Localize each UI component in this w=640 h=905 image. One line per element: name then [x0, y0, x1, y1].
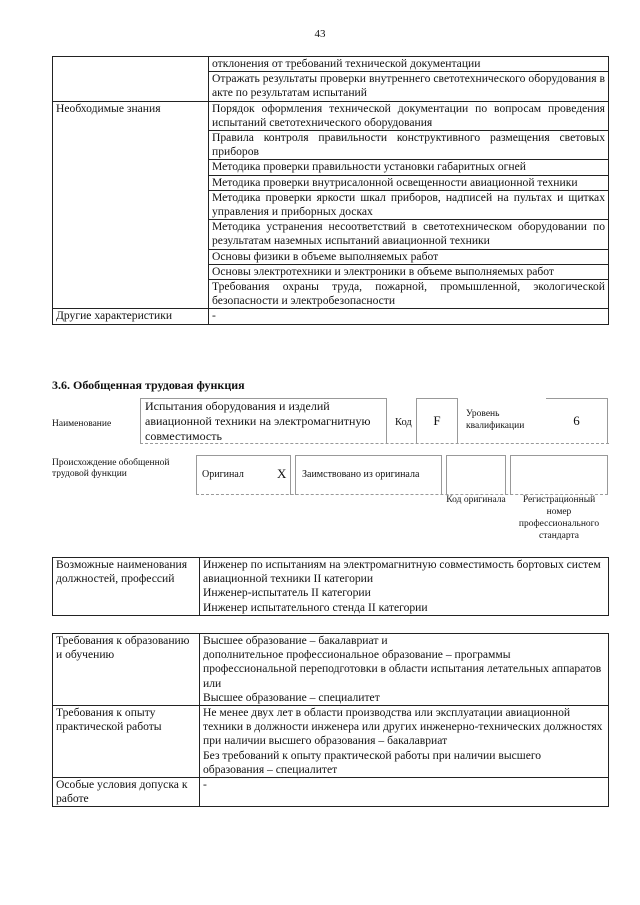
row-text: Методика проверки яркости шкал приборов, надписей на пультах и щитках управления и приборных досках	[209, 190, 609, 219]
table-row	[53, 706, 609, 778]
table-row	[53, 72, 609, 101]
divider	[140, 443, 609, 444]
code-label: Код	[395, 417, 412, 428]
list-item: Высшее образование – специалитет	[203, 690, 380, 704]
row-label: Требования к образованию и обучению	[53, 634, 200, 706]
borrowed-label: Заимствовано из оригинала	[302, 469, 420, 480]
reg-caption: Регистрационный номер профессионального стандарта	[518, 495, 600, 541]
original-mark: X	[277, 466, 287, 481]
row-text: Порядок оформления технической документации по вопросам проведения испытаний светотехнического оборудования	[209, 101, 609, 130]
table-row	[53, 101, 609, 130]
level-label: Уровень квалификации	[466, 409, 525, 431]
row-text	[200, 634, 609, 706]
row-label	[53, 57, 209, 72]
list-item: Не менее двух лет в области производства или эксплуатации авиационной техники в должности инженера или других инженерно-технических должностях при наличии высшего образования – бакалавриат	[203, 706, 603, 748]
row-label: Возможные наименования должностей, профессий	[53, 558, 200, 616]
list-item: Инженер по испытаниям на электромагнитную совместимость бортовых систем авиационной техники II категории	[203, 558, 601, 586]
row-text: Правила контроля правильности конструктивного размещения световых приборов	[209, 131, 609, 160]
list-item: дополнительное профессиональное образование – программы профессиональной переподготовки в области испытания летательных аппаратов	[203, 648, 602, 676]
row-text: Требования охраны труда, пожарной, промышленной, экологической безопасности и электробезопасности	[209, 280, 609, 309]
origin-label: Происхождение обобщенной трудовой функции	[52, 458, 170, 479]
level-value: 6	[546, 398, 608, 444]
row-text	[200, 778, 609, 807]
function-name: Испытания оборудования и изделий авиационной техники на электромагнитную совместимость	[140, 398, 387, 444]
list-item: или	[203, 676, 222, 690]
original-label: Оригинал	[202, 469, 244, 480]
row-label	[53, 72, 209, 101]
row-text: Отражать результаты проверки внутреннего светотехнического оборудования в акте по результатам испытаний	[209, 72, 609, 101]
row-text: Методика проверки правильности установки габаритных огней	[209, 160, 609, 175]
list-item: -	[203, 778, 207, 792]
table-row	[53, 778, 609, 807]
list-item: Высшее образование – бакалавриат и	[203, 634, 388, 647]
page-number: 43	[314, 28, 326, 40]
row-label: Особые условия допуска к работе	[53, 778, 200, 807]
list-item: Инженер-испытатель II категории	[203, 586, 371, 600]
row-text: отклонения от требований технической документации	[209, 57, 609, 72]
code-value: F	[416, 398, 458, 444]
row-text: Методика устранения несоответствий в светотехническом оборудовании по результатам наземных испытаний авиационной техники	[209, 220, 609, 249]
code-caption: Код оригинала	[446, 495, 506, 505]
table-row	[53, 309, 609, 324]
reg-number-box	[510, 455, 608, 495]
list-item: Инженер испытательного стенда II категории	[203, 600, 428, 614]
requirements-table	[52, 633, 609, 807]
table-row	[53, 57, 609, 72]
row-label: Необходимые знания	[53, 101, 209, 309]
positions-table	[52, 557, 609, 616]
row-label: Другие характеристики	[53, 309, 209, 324]
original-code-box	[446, 455, 506, 495]
row-text: -	[209, 309, 609, 324]
row-text: Основы физики в объеме выполняемых работ	[209, 249, 609, 264]
row-text: Основы электротехники и электроники в объеме выполняемых работ	[209, 264, 609, 279]
row-text	[200, 558, 609, 616]
list-item: Без требований к опыту практической работы при наличии высшего образования – специалитет	[203, 748, 542, 776]
table-row	[53, 558, 609, 616]
section-heading: 3.6. Обобщенная трудовая функция	[52, 378, 245, 392]
row-text: Методика проверки внутрисалонной освещенности авиационной техники	[209, 175, 609, 190]
row-text	[200, 706, 609, 778]
table-row	[53, 634, 609, 706]
row-label: Требования к опыту практической работы	[53, 706, 200, 778]
knowledge-table	[52, 56, 609, 325]
name-label: Наименование	[52, 419, 112, 429]
